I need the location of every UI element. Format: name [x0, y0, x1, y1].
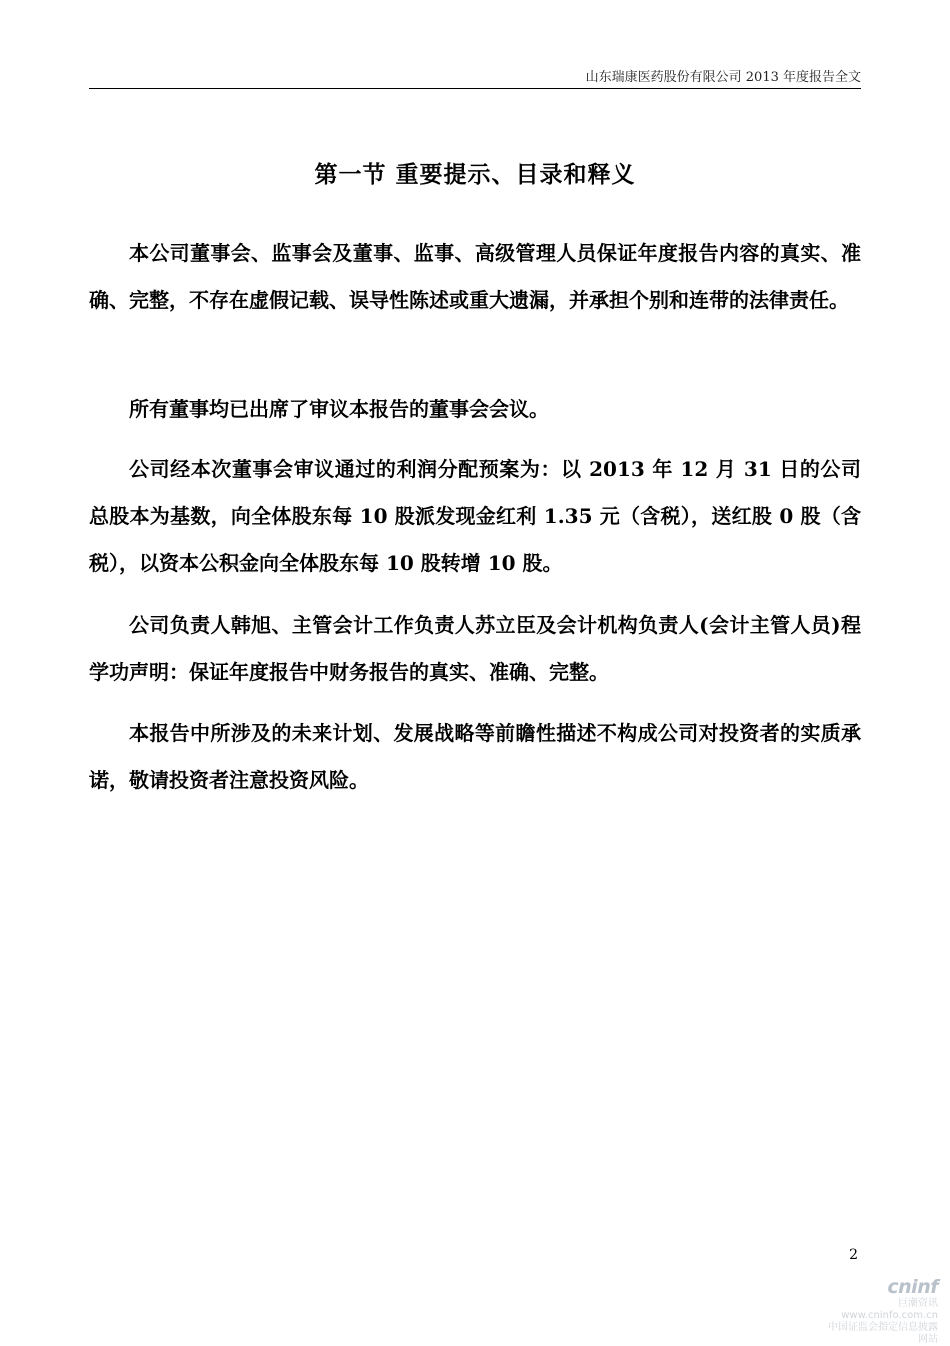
paragraph-board-guarantee: 本公司董事会、监事会及董事、监事、高级管理人员保证年度报告内容的真实、准确、完整，不存在虚假记载、误导性陈述或重大遗漏，并承担个别和连带的法律责任。 [89, 241, 861, 312]
section-title: 第一节 重要提示、目录和释义 [314, 161, 636, 188]
header-title: 山东瑞康医药股份有限公司 2013 年度报告全文 [585, 70, 861, 85]
page-number: 2 [849, 1247, 858, 1263]
paragraph-profit-distribution: 公司经本次董事会审议通过的利润分配预案为：以 2013 年 12 月 31 日的公司总股本为基数，向全体股东每 10 股派发现金红利 1.35 元（含税），送红股 0 股（含税），以资本公积金向全体股东每 10 股转增 10 股。 [89, 457, 861, 575]
cninfo-watermark [826, 1276, 938, 1345]
paragraph-responsible-persons: 公司负责人韩旭、主管会计工作负责人苏立臣及会计机构负责人(会计主管人员)程学功声明：保证年度报告中财务报告的真实、准确、完整。 [89, 613, 861, 684]
cninfo-logo: cninf [887, 1276, 938, 1298]
paragraph-attendance: 所有董事均已出席了审议本报告的董事会会议。 [129, 397, 549, 421]
watermark-line-2: www.cninfo.com.cn [841, 1310, 938, 1321]
watermark-line-1: 巨潮资讯 [898, 1298, 938, 1309]
watermark-line-3: 中国证监会指定信息披露网站 [828, 1322, 938, 1345]
paragraph-forward-looking: 本报告中所涉及的未来计划、发展战略等前瞻性描述不构成公司对投资者的实质承诺，敬请投资者注意投资风险。 [89, 721, 861, 792]
header-divider [89, 88, 861, 89]
